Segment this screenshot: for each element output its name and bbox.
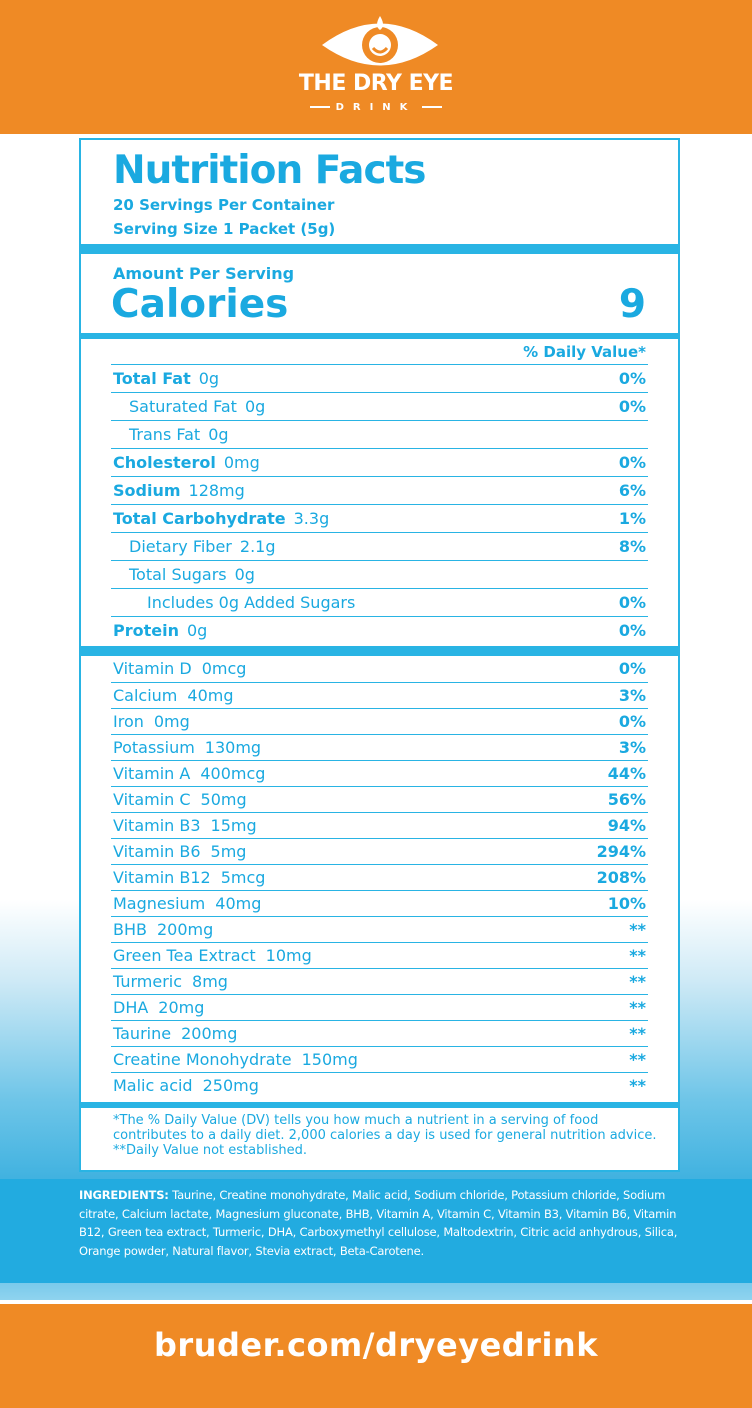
vitamin-dv: 0% [618, 712, 646, 731]
nutrition-facts-panel [79, 138, 680, 1172]
nutrient-amount: 0g [234, 565, 255, 584]
nutrient-amount: 0mg [223, 453, 260, 472]
nutrient-amount: 0g [208, 425, 229, 444]
nutrient-dv: 0% [618, 593, 646, 612]
vitamin-dv: ** [629, 920, 646, 939]
nutrient-amount: 0g [198, 369, 220, 388]
vitamin-amount: 20mg [158, 998, 205, 1017]
vitamin-row [111, 734, 648, 761]
vitamin-name: Magnesium [113, 894, 206, 913]
nutrition-facts-title: Nutrition Facts [113, 148, 426, 193]
nutrient-amount: 0g [244, 397, 266, 416]
divider-medium [81, 1102, 678, 1108]
vitamin-row [111, 838, 648, 865]
vitamin-name: Vitamin A [113, 764, 191, 783]
vitamin-name: BHB [113, 920, 147, 939]
nutrient-name: Saturated Fat [129, 397, 237, 416]
vitamin-dv: 94% [607, 816, 646, 835]
ingredients-list: Taurine, Creatine monohydrate, Malic acid, Sodium chloride, Potassium chloride, Sodium citrate, Calcium lactate, Magnesium gluconate, BHB, Vitamin A, Vitamin C, Vitamin B3, Vitamin B6, Vitamin B12, Green tea extract, Turmeric, DHA, Carboxymethyl cellulose, Maltodextrin, Citric acid anhydrous, Silica, Orange powder, Natural flavor, Stevia extract, Beta-Carotene. [79, 1188, 678, 1258]
nutrient-row [111, 448, 648, 477]
calories-label: Calories [111, 282, 289, 327]
vitamin-amount: 50mg [200, 790, 247, 809]
nutrient-row [111, 392, 648, 421]
nutrient-amount: 2.1g [239, 537, 276, 556]
vitamin-dv: 44% [607, 764, 646, 783]
ingredients-text [79, 1186, 683, 1260]
vitamin-name: Potassium [113, 738, 195, 757]
vitamin-dv: 294% [596, 842, 646, 861]
vitamin-amount: 10mg [265, 946, 312, 965]
vitamin-dv: 208% [596, 868, 646, 887]
vitamin-dv: ** [629, 998, 646, 1017]
ingredients-label: INGREDIENTS: [79, 1188, 169, 1202]
vitamin-name: Taurine [113, 1024, 172, 1043]
vitamin-name: Green Tea Extract [113, 946, 256, 965]
vitamin-row [111, 1046, 648, 1073]
vitamin-amount: 400mcg [200, 764, 266, 783]
vitamin-name: Vitamin C [113, 790, 191, 809]
divider-medium [81, 333, 678, 339]
daily-value-footnote [113, 1113, 657, 1158]
nutrient-name: Total Fat [113, 369, 191, 388]
nutrient-dv: 0% [618, 369, 646, 388]
nutrient-name: Includes 0g Added Sugars [147, 593, 356, 612]
vitamin-name: Calcium [113, 686, 178, 705]
nutrient-row [111, 504, 648, 533]
vitamin-amount: 40mg [215, 894, 262, 913]
vitamin-row [111, 890, 648, 917]
amount-per-serving-label: Amount Per Serving [113, 264, 295, 283]
nutrient-dv: 1% [618, 509, 646, 528]
nutrient-name: Cholesterol [113, 453, 216, 472]
ingredients-band [0, 1179, 752, 1283]
brand-header [0, 0, 752, 134]
nutrient-dv: 8% [618, 537, 646, 556]
vitamin-row [111, 682, 648, 709]
vitamin-row [111, 864, 648, 891]
vitamin-name: Turmeric [113, 972, 183, 991]
eye-logo-icon [318, 12, 442, 70]
vitamin-amount: 130mg [204, 738, 262, 757]
footnote-line: *The % Daily Value (DV) tells you how much a nutrient in a serving of food [113, 1113, 599, 1128]
vitamin-dv: ** [629, 1076, 646, 1095]
vitamin-row [111, 760, 648, 787]
vitamin-dv: ** [629, 946, 646, 965]
vitamin-row [111, 994, 648, 1021]
brand-footer [0, 1304, 752, 1408]
servings-per-container: 20 Servings Per Container [113, 196, 335, 214]
vitamin-amount: 250mg [202, 1076, 259, 1095]
vitamin-amount: 150mg [301, 1050, 358, 1069]
vitamin-dv: 3% [618, 686, 646, 705]
vitamin-name: Vitamin B12 [113, 868, 211, 887]
nutrient-row [111, 588, 648, 617]
vitamin-dv: 3% [618, 738, 646, 757]
vitamin-name: Creatine Monohydrate [113, 1050, 292, 1069]
footnote-line: **Daily Value not established. [113, 1143, 307, 1158]
nutrient-dv: 6% [618, 481, 646, 500]
vitamin-amount: 5mcg [220, 868, 266, 887]
vitamin-row [111, 786, 648, 813]
vitamin-dv: 56% [607, 790, 646, 809]
footnote-line: contributes to a daily diet. 2,000 calories a day is used for general nutrition advice. [113, 1128, 657, 1143]
nutrient-row [111, 364, 648, 393]
nutrient-dv: 0% [618, 453, 646, 472]
nutrient-dv: 0% [618, 621, 646, 640]
nutrient-amount: 0g [186, 621, 208, 640]
nutrient-name: Sodium [113, 481, 181, 500]
vitamin-row [111, 916, 648, 943]
vitamin-dv: ** [629, 972, 646, 991]
nutrient-dv: 0% [618, 397, 646, 416]
vitamin-row [111, 812, 648, 839]
divider-thick [81, 244, 678, 254]
divider-thick [81, 646, 678, 656]
vitamin-name: DHA [113, 998, 149, 1017]
vitamin-dv: 10% [607, 894, 646, 913]
vitamin-row [111, 942, 648, 969]
vitamin-dv: ** [629, 1024, 646, 1043]
vitamin-row [111, 708, 648, 735]
vitamin-row [111, 1020, 648, 1047]
nutrient-amount: 128mg [188, 481, 245, 500]
nutrient-name: Dietary Fiber [129, 537, 232, 556]
website-url: bruder.com/dryeyedrink [154, 1326, 598, 1364]
serving-size: Serving Size 1 Packet (5g) [113, 220, 336, 238]
nutrient-name: Trans Fat [129, 425, 201, 444]
vitamin-amount: 15mg [210, 816, 257, 835]
vitamin-dv: ** [629, 1050, 646, 1069]
brand-subtitle: DRINK [0, 102, 752, 113]
daily-value-header: % Daily Value* [523, 343, 646, 361]
vitamin-amount: 200mg [181, 1024, 238, 1043]
vitamin-name: Vitamin D [113, 659, 192, 678]
vitamin-amount: 8mg [192, 972, 228, 991]
vitamin-name: Malic acid [113, 1076, 193, 1095]
vitamin-name: Vitamin B3 [113, 816, 201, 835]
nutrient-amount: 3.3g [293, 509, 330, 528]
nutrient-row [111, 616, 648, 645]
vitamin-row [111, 1072, 648, 1099]
vitamin-row [111, 968, 648, 995]
vitamin-amount: 40mg [187, 686, 234, 705]
calories-value: 9 [618, 282, 646, 327]
brand-title: THE DRY EYE [298, 71, 454, 96]
nutrient-row [111, 532, 648, 561]
vitamin-amount: 0mcg [201, 659, 247, 678]
nutrient-row [111, 420, 648, 449]
vitamin-amount: 5mg [210, 842, 247, 861]
vitamin-name: Vitamin B6 [113, 842, 201, 861]
nutrient-name: Total Carbohydrate [113, 509, 286, 528]
nutrient-name: Protein [113, 621, 179, 640]
nutrient-row [111, 476, 648, 505]
vitamin-amount: 0mg [153, 712, 190, 731]
nutrient-name: Total Sugars [129, 565, 227, 584]
vitamin-name: Iron [113, 712, 144, 731]
nutrient-row [111, 560, 648, 589]
vitamin-amount: 200mg [156, 920, 214, 939]
vitamin-row [111, 656, 648, 682]
vitamin-dv: 0% [618, 659, 646, 678]
